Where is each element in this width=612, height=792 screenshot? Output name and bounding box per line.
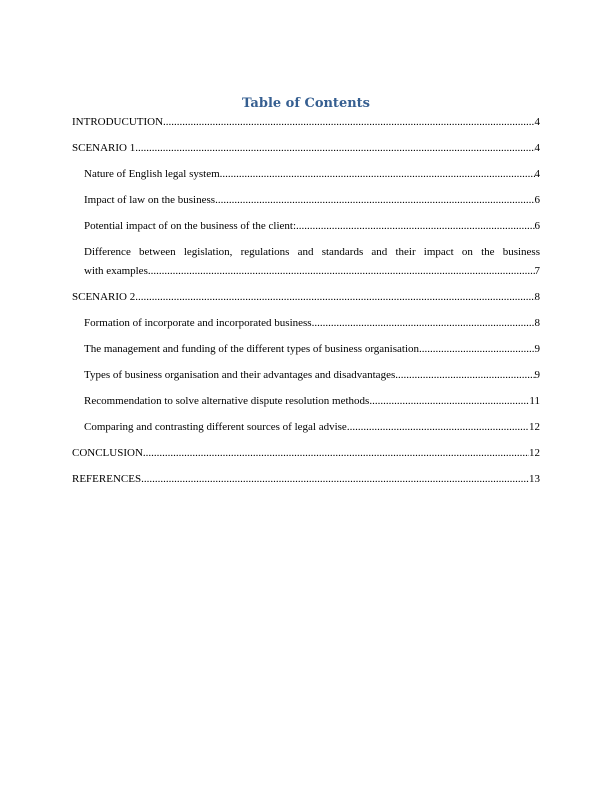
toc-entry-label: CONCLUSION: [72, 447, 143, 459]
toc-entry-scenario-2[interactable]: [72, 289, 540, 305]
toc-entry-label: The management and funding of the different types of business organisation: [84, 343, 420, 355]
toc-entry-label: REFERENCES: [72, 473, 142, 485]
toc-entry-introduction[interactable]: [72, 114, 540, 130]
toc-entry-references[interactable]: [72, 471, 540, 487]
toc-entry-label-line-1: Difference between legislation, regulations and standards and their impact on the business: [84, 246, 540, 258]
toc-entry-difference-legislation[interactable]: [72, 241, 540, 279]
toc-entry-potential-impact[interactable]: [72, 218, 540, 234]
toc-entry-label: INTRODUCUTION: [72, 116, 164, 128]
toc-entry-label: SCENARIO 1: [72, 142, 136, 154]
toc-entry-management-and-funding[interactable]: [72, 341, 540, 357]
toc-entry-page: 6: [534, 220, 540, 232]
toc-entry-impact-of-law[interactable]: [72, 192, 540, 208]
dot-leader: [148, 263, 535, 279]
toc-entry-recommendation[interactable]: [72, 393, 540, 409]
toc-entry-nature-of-english-legal-system[interactable]: [72, 166, 540, 182]
toc-title: Table of Contents: [242, 96, 370, 111]
toc-entry-page: 9: [534, 369, 540, 381]
toc-entry-page: 8: [534, 291, 540, 303]
toc-entry-label: Comparing and contrasting different sources of legal advise: [84, 421, 347, 433]
toc-entry-comparing-sources[interactable]: [72, 419, 540, 435]
toc-entry-label: Formation of incorporate and incorporated business: [84, 317, 312, 329]
dot-leader: [215, 192, 534, 208]
dot-leader: [163, 114, 534, 130]
dot-leader: [395, 367, 534, 383]
toc-entry-types-of-business[interactable]: [72, 367, 540, 383]
toc-entry-label: Impact of law on the business: [84, 194, 216, 206]
toc-entry-page: 4: [534, 142, 540, 154]
dot-leader: [135, 140, 534, 156]
toc-entry-page: 12: [529, 447, 540, 459]
toc-entry-scenario-1[interactable]: [72, 140, 540, 156]
dot-leader: [347, 419, 529, 435]
dot-leader: [135, 289, 534, 305]
toc-entry-page: 11: [529, 395, 540, 407]
toc-entry-page: 7: [534, 265, 540, 277]
toc-entry-page: 4: [534, 168, 540, 180]
toc-entry-formation[interactable]: [72, 315, 540, 331]
toc-entry-label: SCENARIO 2: [72, 291, 136, 303]
dot-leader: [296, 218, 534, 234]
dot-leader: [369, 393, 529, 409]
dot-leader: [141, 471, 529, 487]
toc-entry-page: 8: [534, 317, 540, 329]
dot-leader: [143, 445, 529, 461]
toc-entry-label: Types of business organisation and their advantages and disadvantages: [84, 369, 396, 381]
table-of-contents: [72, 114, 540, 497]
toc-entry-page: 9: [534, 343, 540, 355]
toc-entry-page: 6: [534, 194, 540, 206]
toc-entry-label: Recommendation to solve alternative dispute resolution methods: [84, 395, 370, 407]
dot-leader: [312, 315, 535, 331]
dot-leader: [220, 166, 535, 182]
toc-entry-page: 12: [529, 421, 540, 433]
toc-entry-conclusion[interactable]: [72, 445, 540, 461]
dot-leader: [419, 341, 534, 357]
toc-entry-label: Potential impact of on the business of the client:: [84, 220, 297, 232]
toc-entry-page: 4: [534, 116, 540, 128]
toc-entry-page: 13: [529, 473, 540, 485]
toc-entry-label-line-2: with examples: [84, 265, 148, 277]
toc-entry-label: Nature of English legal system: [84, 168, 220, 180]
